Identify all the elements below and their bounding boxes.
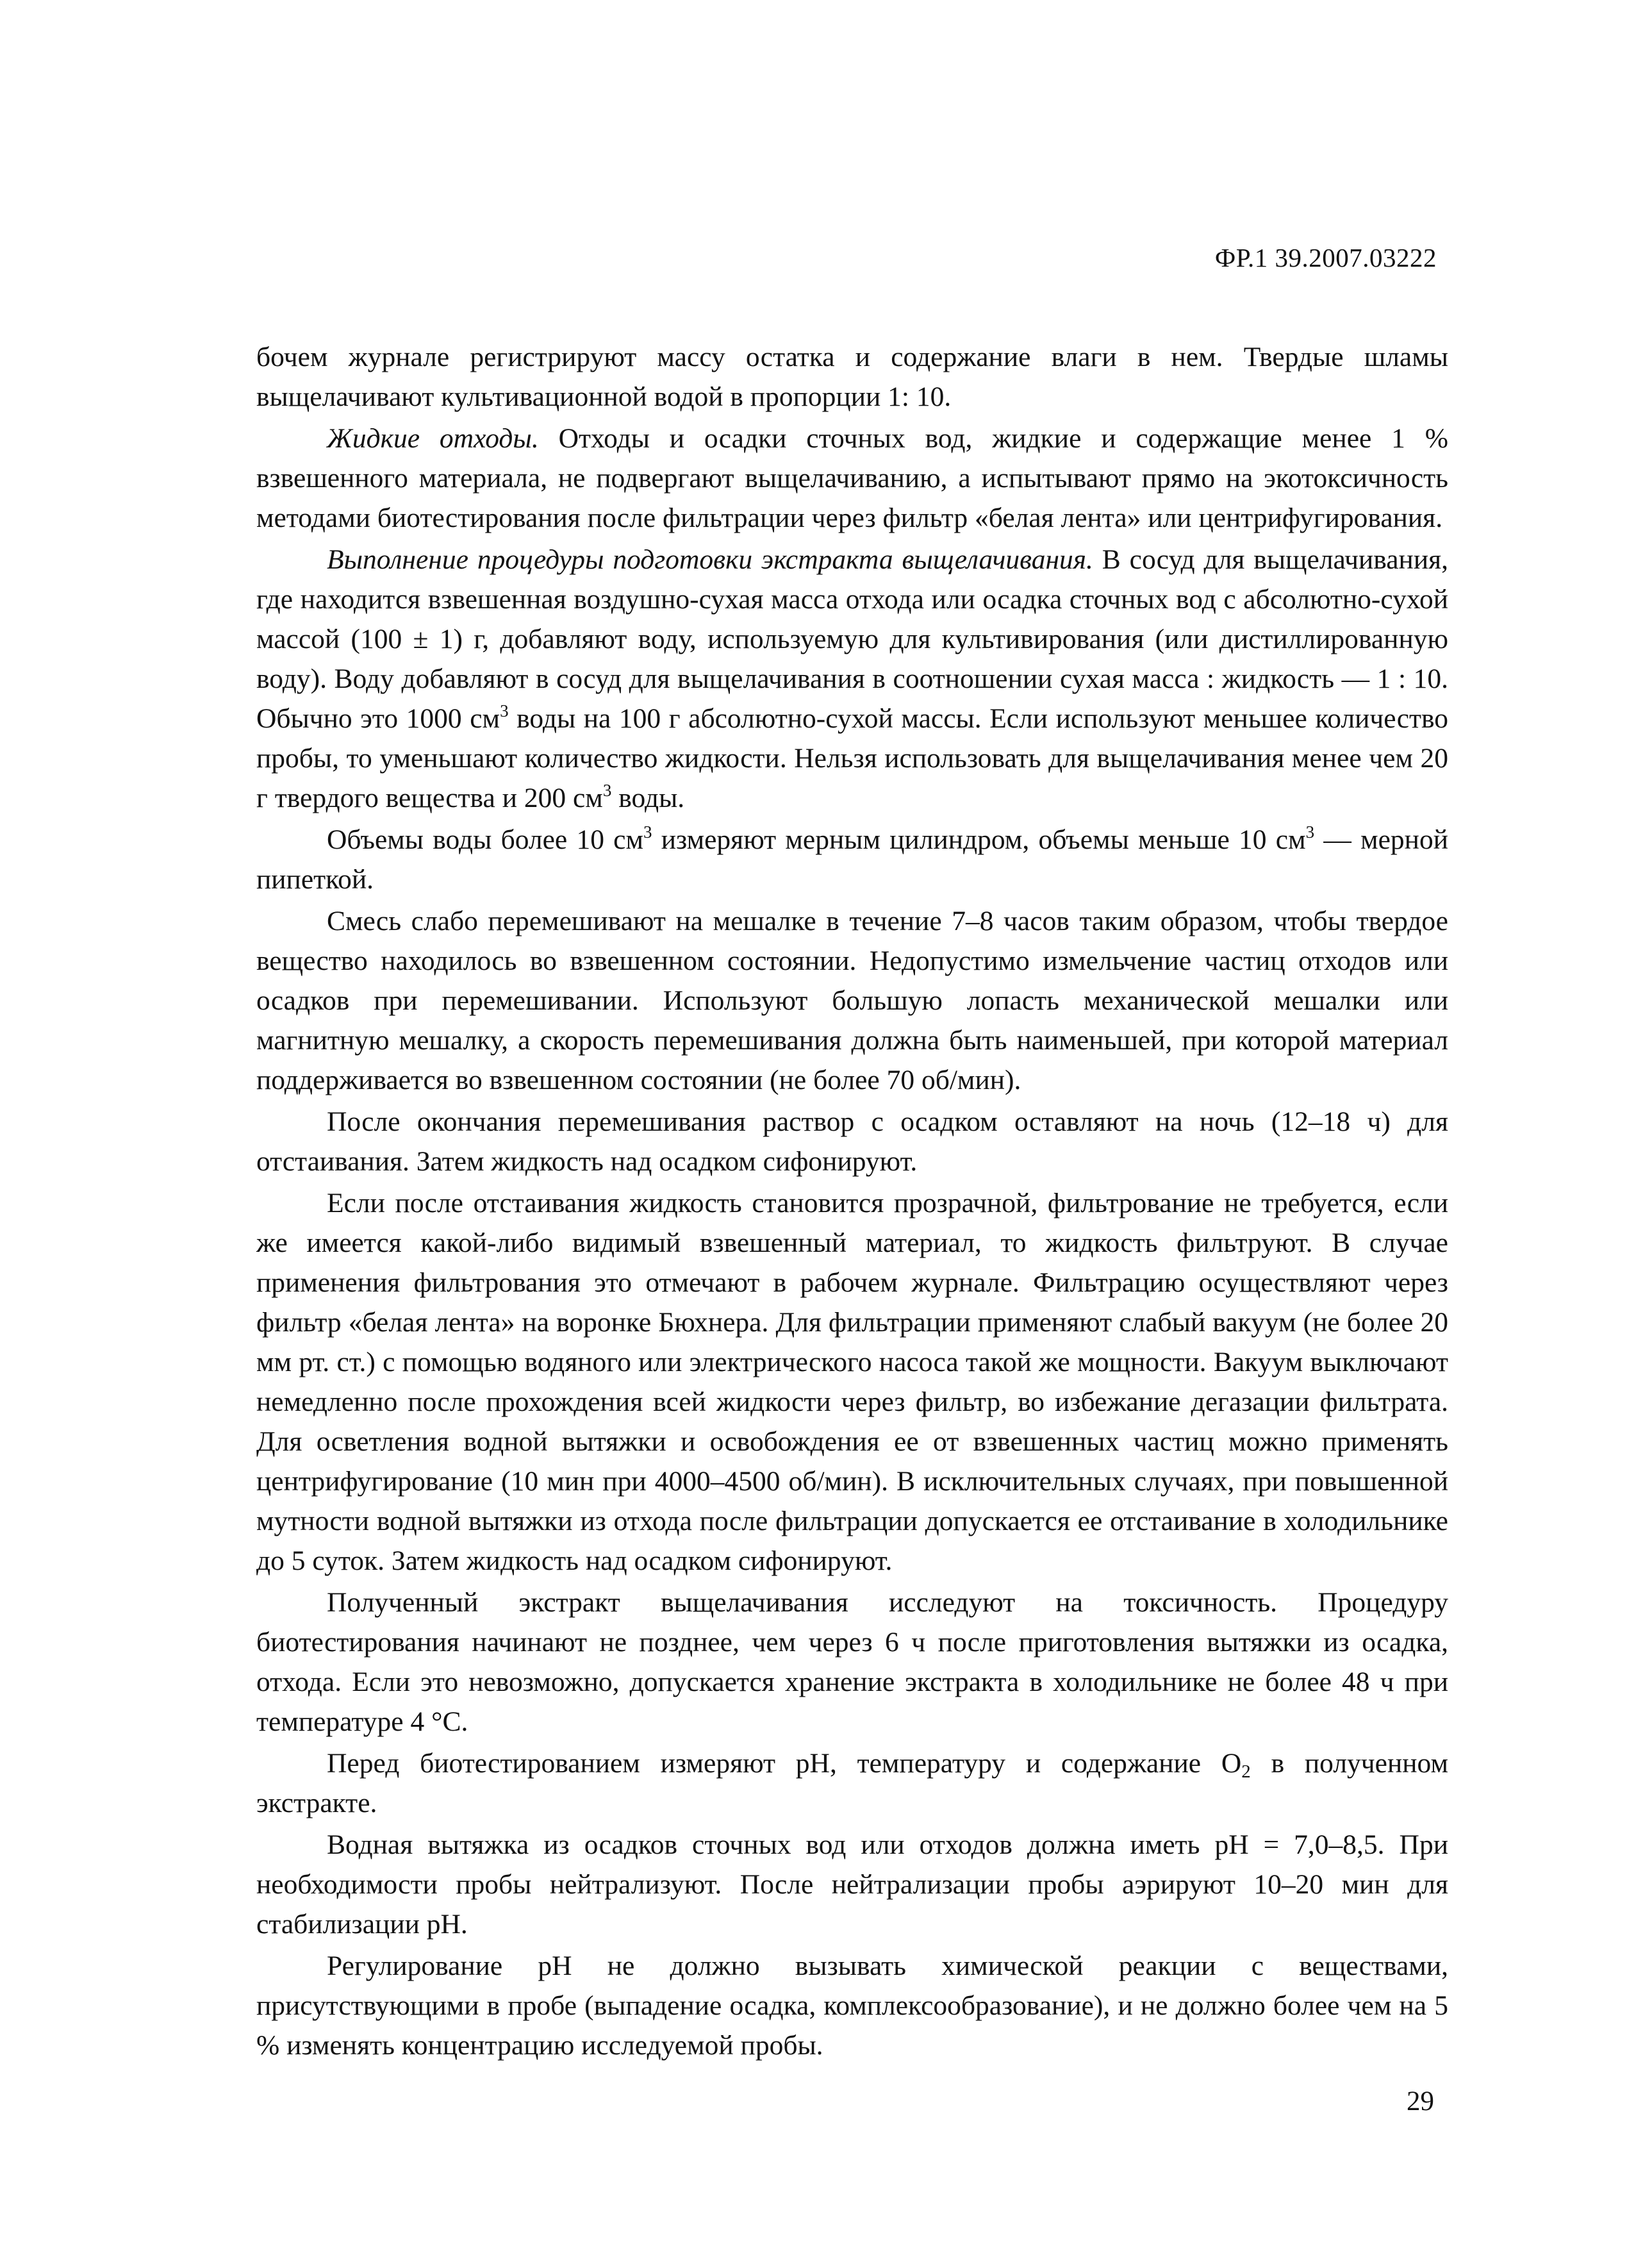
paragraph-mixing [256, 901, 1448, 1100]
paragraph-text: — мерной пипеткой. [256, 824, 1448, 895]
paragraph-text: Водная вытяжка из осадков сточных вод или отходов должна иметь рН = 7,0–8,5. При необходимости пробы нейтрализуют. После нейтрализации пробы аэрируют 10–20 мин для стабилизации рН. [256, 1829, 1448, 1940]
paragraph-text: Регулирование рН не должно вызывать химической реакции с веществами, присутствующими в пробе (выпадение осадка, комплексообразование), и не должно более чем на 5 % изменять концентрацию исследуемой пробы. [256, 1950, 1448, 2061]
paragraph-ph-regulation [256, 1946, 1448, 2065]
paragraph-text: бочем журнале регистрируют массу остатка и содержание влаги в нем. Твердые шламы выщелачивают культивационной водой в пропорции 1: 10. [256, 342, 1448, 412]
paragraph-text: В сосуд для выщелачивания, где находится взвешенная воздушно-сухая масса отхода или осадка сточных вод с абсолютно-сухой массой (100 ± 1) г, добавляют воду, используемую для культивирования (или дистиллированную воду). Воду добавляют в сосуд для выщелачивания в соотношении сухая масса : жидкость — 1 : 10. Обычно это 1000 см [256, 544, 1448, 734]
paragraph-continuation [256, 337, 1448, 417]
superscript: 3 [602, 781, 612, 800]
paragraph-liquid-waste [256, 419, 1448, 538]
document-code: ФР.1 39.2007.03222 [1214, 243, 1437, 272]
paragraph-extract-procedure [256, 540, 1448, 818]
paragraph-filtration [256, 1183, 1448, 1581]
paragraph-lead-in: Выполнение процедуры подготовки экстракта выщелачивания. [327, 544, 1093, 575]
paragraph-text: Объемы воды более 10 см [327, 824, 644, 855]
paragraph-text: воды на 100 г абсолютно-сухой массы. Если используют меньшее количество пробы, то уменьшают количество жидкости. Нельзя использовать для выщелачивания менее чем 20 г твердого вещества и 200 см [256, 703, 1449, 813]
paragraph-text: После окончания перемешивания раствор с осадком оставляют на ночь (12–18 ч) для отстаивания. Затем жидкость над осадком сифонируют. [256, 1106, 1448, 1177]
paragraph-text: измеряют мерным цилиндром, объемы меньше 10 см [652, 824, 1306, 855]
paragraph-lead-in: Жидкие отходы. [327, 423, 539, 454]
superscript: 3 [500, 701, 509, 720]
page-body [256, 337, 1448, 2067]
paragraph-text: Смесь слабо перемешивают на мешалке в течение 7–8 часов таким образом, чтобы твердое вещество находилось во взвешенном состоянии. Недопустимо измельчение частиц отходов или осадков при перемешивании. Используют большую лопасть механической мешалки или магнитную мешалку, а скорость перемешивания должна быть наименьшей, при которой материал поддерживается во взвешенном состоянии (не более 70 об/мин). [256, 906, 1448, 1095]
superscript: 3 [643, 822, 652, 842]
page-number: 29 [1407, 2086, 1434, 2116]
paragraph-toxicity-testing [256, 1583, 1448, 1742]
paragraph-text: Если после отстаивания жидкость становится прозрачной, фильтрование не требуется, если же имеется какой-либо видимый взвешенный материал, то жидкость фильтруют. В случае применения фильтрования это отмечают в рабочем журнале. Фильтрацию осуществляют через фильтр «белая лента» на воронке Бюхнера. Для фильтрации применяют слабый вакуум (не более 20 мм рт. ст.) с помощью водяного или электрического насоса такой же мощности. Вакуум выключают немедленно после прохождения всей жидкости через фильтр, во избежание дегазации фильтрата. Для осветления водной вытяжки и освобождения ее от взвешенных частиц можно применять центрифугирование (10 мин при 4000–4500 об/мин). В исключительных случаях, при повышенной мутности водной вытяжки из отхода после фильтрации допускается ее отстаивание в холодильнике до 5 суток. Затем жидкость над осадком сифонируют. [256, 1188, 1448, 1576]
paragraph-text: Отходы и осадки сточных вод, жидкие и содержащие менее 1 % взвешенного материала, не подвергают выщелачиванию, а испытывают прямо на экотоксичность методами биотестирования после фильтрации через фильтр «белая лента» или центрифугирования. [256, 423, 1448, 533]
paragraph-ph-range [256, 1825, 1448, 1944]
paragraph-water-volumes [256, 820, 1448, 899]
paragraph-text: Полученный экстракт выщелачивания исследуют на токсичность. Процедуру биотестирования начинают не позднее, чем через 6 ч после приготовления вытяжки из осадка, отхода. Если это невозможно, допускается хранение экстракта в холодильнике не более 48 ч при температуре 4 °С. [256, 1587, 1448, 1737]
superscript: 3 [1305, 822, 1315, 842]
paragraph-text: воды. [611, 783, 685, 813]
paragraph-measurements [256, 1743, 1448, 1823]
paragraph-text: Перед биотестированием измеряют рН, температуру и содержание О [327, 1748, 1242, 1779]
subscript: 2 [1241, 1761, 1251, 1782]
paragraph-text: в полученном экстракте. [256, 1748, 1448, 1818]
paragraph-settling [256, 1102, 1448, 1181]
